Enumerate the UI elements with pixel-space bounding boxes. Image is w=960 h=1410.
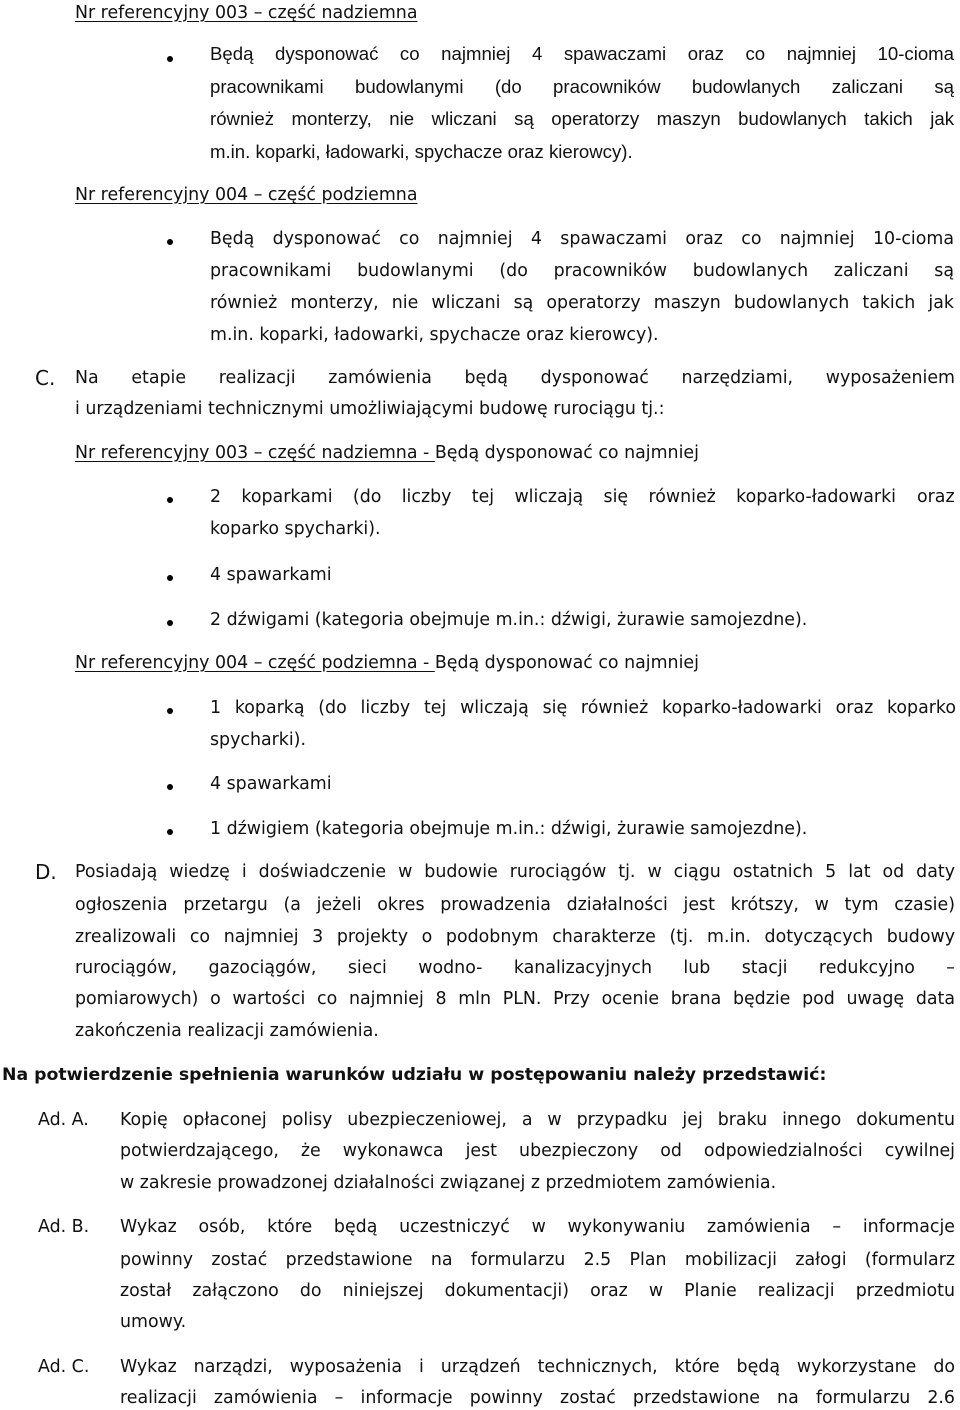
list-item-line: spycharki).: [210, 730, 306, 750]
paragraph-line: zakończenia realizacji zamówienia.: [75, 1021, 379, 1041]
list-item-line: pracownikami budowlanymi (do pracowników budowlanych zaliczani są: [210, 76, 954, 97]
ref004-heading-underlined: Nr referencyjny 004 – część podziemna -: [75, 653, 435, 673]
paragraph-line: Na etapie realizacji zamówienia będą dysponować narzędziami, wyposażeniem: [75, 368, 955, 388]
bullet-icon: [167, 239, 173, 245]
list-item-line: Będą dysponować co najmniej 4 spawaczami oraz co najmniej 10-cioma: [210, 229, 954, 249]
paragraph-line: potwierdzającego, że wykonawca jest ubezpieczony od odpowiedzialności cywilnej: [120, 1141, 955, 1161]
list-item-line: 1 koparką (do liczby tej wliczają się również koparko-ładowarki oraz koparko: [210, 698, 956, 718]
section-c-marker: C.: [35, 366, 56, 390]
bullet-icon: [167, 497, 173, 503]
list-item: 4 spawarkami: [210, 565, 332, 585]
ad-c-label: Ad. C.: [38, 1357, 90, 1377]
list-item-line: Będą dysponować co najmniej 4 spawaczami oraz co najmniej 10-cioma: [210, 43, 954, 64]
paragraph-line: ogłoszenia przetargu (a jeżeli okres prowadzenia działalności jest krótszy, w tym czasie): [75, 895, 955, 915]
paragraph-line: i urządzeniami technicznymi umożliwiającymi budowę rurociągu tj.:: [75, 399, 665, 419]
paragraph-line: powinny zostać przedstawione na formularzu 2.5 Plan mobilizacji załogi (formularz: [120, 1250, 955, 1270]
paragraph-line: umowy.: [120, 1312, 187, 1332]
list-item-line: również monterzy, nie wliczani są operatorzy maszyn budowlanych takich jak: [210, 293, 954, 313]
paragraph-line: Posiadają wiedzę i doświadczenie w budowie rurociągów tj. w ciągu ostatnich 5 lat od daty: [75, 862, 955, 882]
confirmation-heading: Na potwierdzenie spełnienia warunków udziału w postępowaniu należy przedstawić:: [2, 1065, 827, 1085]
bullet-icon: [167, 620, 173, 626]
list-item-line: koparko spycharki).: [210, 519, 381, 539]
ref004-equipment-heading: [75, 653, 699, 673]
ref003-heading-rest: Będą dysponować co najmniej: [434, 443, 699, 463]
section-d-marker: D.: [35, 860, 57, 884]
paragraph-line: został załączono do niniejszej dokumentacji) oraz w Planie realizacji przedmiotu: [120, 1281, 955, 1301]
list-item-line-end: oraz: [917, 487, 955, 507]
bullet-icon: [167, 56, 173, 62]
ad-b-label: Ad. B.: [38, 1217, 90, 1237]
list-item: 4 spawarkami: [210, 774, 332, 794]
bullet-icon: [167, 708, 173, 714]
list-item-line: m.in. koparki, ładowarki, spychacze oraz kierowcy).: [210, 325, 659, 345]
list-item-line: pracownikami budowlanymi (do pracowników budowlanych zaliczani są: [210, 261, 954, 281]
list-item-line: m.in. koparki, ładowarki, spychacze oraz kierowcy).: [210, 141, 633, 162]
ref003-heading: Nr referencyjny 003 – część nadziemna: [75, 3, 418, 23]
paragraph-line: zrealizowali co najmniej 3 projekty o podobnym charakterze (tj. m.in. dotyczących budowy: [75, 927, 955, 947]
paragraph-line: Wykaz osób, które będą uczestniczyć w wykonywaniu zamówienia – informacje: [120, 1217, 955, 1237]
list-item: 1 dźwigiem (kategoria obejmuje m.in.: dźwigi, żurawie samojezdne).: [210, 819, 808, 839]
bullet-icon: [167, 784, 173, 790]
list-item: 2 dźwigami (kategoria obejmuje m.in.: dźwigi, żurawie samojezdne).: [210, 610, 808, 630]
paragraph-line: rurociągów, gazociągów, sieci wodno- kanalizacyjnych lub stacji redukcyjno –: [75, 958, 955, 978]
paragraph-line: pomiarowych) o wartości co najmniej 8 mln PLN. Przy ocenie brana będzie pod uwagę data: [75, 989, 955, 1009]
list-item-line: 2 koparkami (do liczby tej wliczają się również koparko-ładowarki: [210, 487, 896, 507]
paragraph-line: w zakresie prowadzonej działalności związanej z przedmiotem zamówienia.: [120, 1173, 777, 1193]
paragraph-line: Wykaz narządzi, wyposażenia i urządzeń technicznych, które będą wykorzystane do: [120, 1357, 955, 1377]
bullet-icon: [167, 829, 173, 835]
list-item-line: również monterzy, nie wliczani są operatorzy maszyn budowlanych takich jak: [210, 108, 954, 129]
ad-a-label: Ad. A.: [38, 1110, 89, 1130]
paragraph-line: Kopię opłaconej polisy ubezpieczeniowej, a w przypadku jej braku innego dokumentu: [120, 1110, 955, 1130]
bullet-icon: [167, 575, 173, 581]
ref004-heading: Nr referencyjny 004 – część podziemna: [75, 185, 418, 205]
ref004-heading-rest: Będą dysponować co najmniej: [434, 653, 699, 673]
ref003-equipment-heading: [75, 443, 699, 463]
ref003-heading-underlined: Nr referencyjny 003 – część nadziemna -: [75, 443, 435, 463]
paragraph-line: realizacji zamówienia – informacje powinny zostać przedstawione na formularzu 2.6: [120, 1388, 955, 1408]
